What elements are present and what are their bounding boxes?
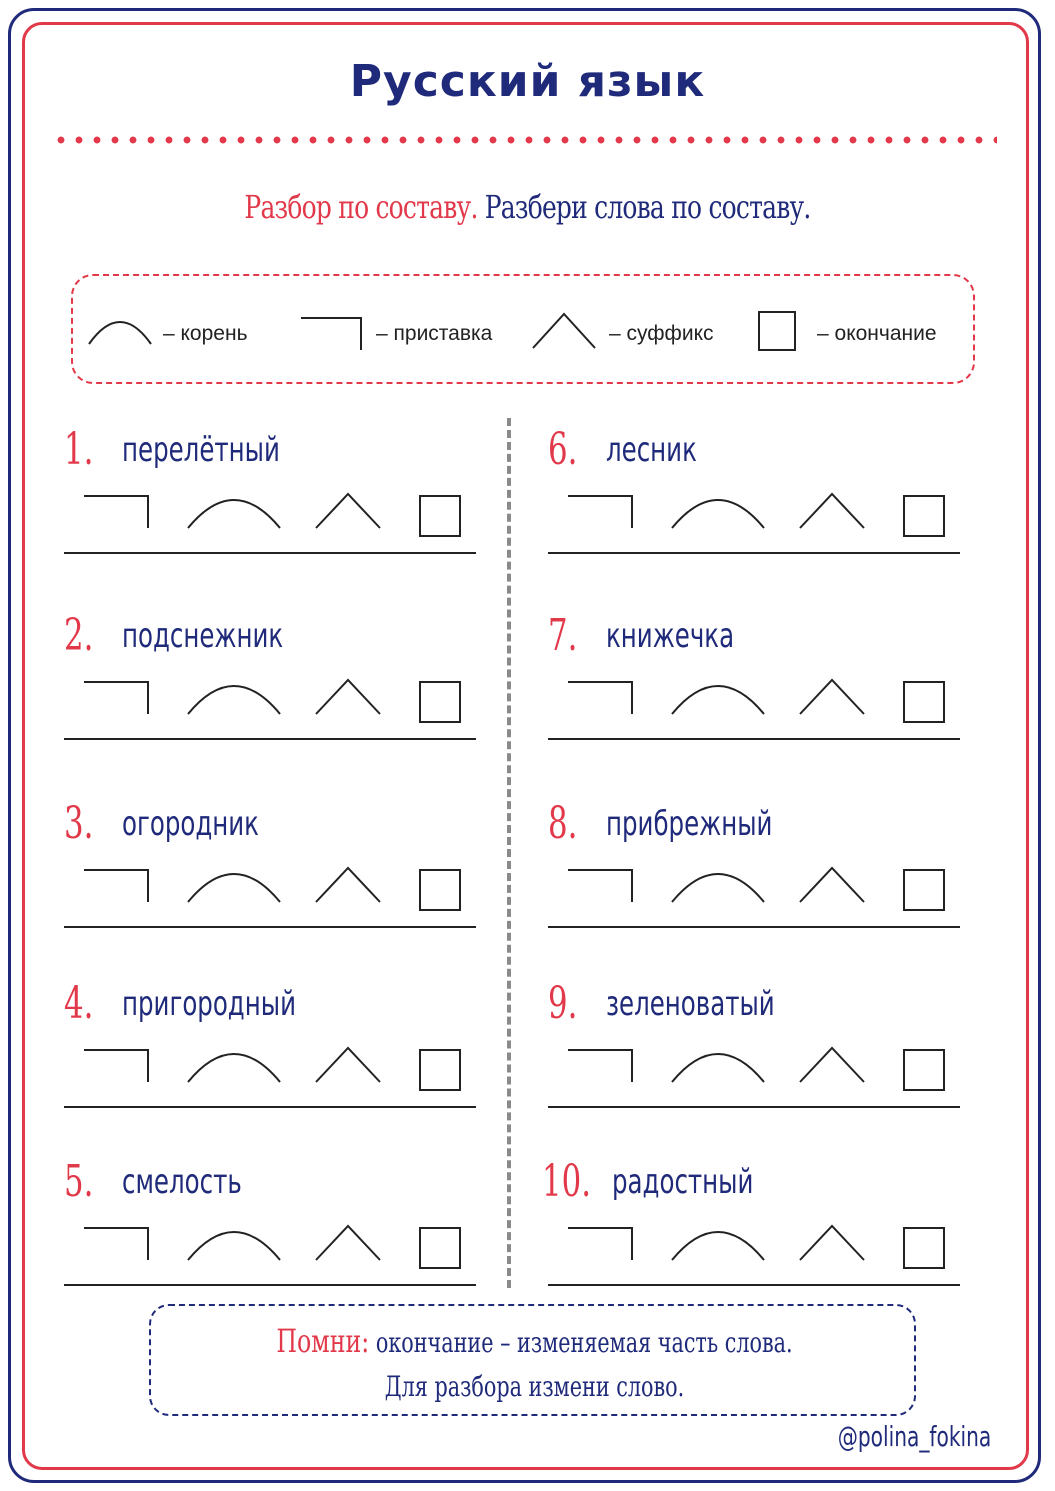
- ending-icon: [904, 1228, 944, 1268]
- word-entry: [64, 978, 494, 1158]
- answer-line[interactable]: [548, 1106, 960, 1108]
- suffix-icon: [316, 680, 380, 714]
- word-number: 2.: [64, 610, 94, 661]
- prefix-icon: [84, 1050, 148, 1082]
- root-icon: [188, 686, 280, 714]
- root-icon: [188, 500, 280, 528]
- word-number: 4.: [64, 978, 94, 1029]
- suffix-icon: [800, 1226, 864, 1260]
- word-text: лесник: [606, 430, 697, 470]
- word-text: книжечка: [606, 616, 735, 656]
- root-icon: [188, 874, 280, 902]
- ending-icon: [757, 310, 799, 354]
- ending-icon: [420, 1050, 460, 1090]
- root-icon: [188, 1054, 280, 1082]
- word-entry: [548, 798, 978, 978]
- answer-line[interactable]: [548, 738, 960, 740]
- morpheme-marks: [562, 1038, 962, 1098]
- ending-icon: [420, 1228, 460, 1268]
- dotted-divider: [52, 134, 997, 146]
- remember-line-2: Для разбора измени слово.: [384, 1370, 685, 1403]
- legend-ending-label: – окончание: [817, 322, 937, 345]
- ending-icon: [904, 496, 944, 536]
- word-text: перелётный: [122, 430, 280, 470]
- legend-box: [71, 274, 975, 384]
- word-text: пригородный: [122, 984, 296, 1024]
- prefix-icon: [84, 870, 148, 902]
- subtitle-topic: Разбор по составу.: [244, 188, 478, 226]
- word-entry: [548, 610, 978, 790]
- morpheme-marks: [562, 484, 962, 544]
- prefix-icon: [568, 1050, 632, 1082]
- morpheme-marks: [78, 484, 478, 544]
- word-text: подснежник: [122, 616, 284, 656]
- suffix-icon: [800, 680, 864, 714]
- morpheme-marks: [78, 1038, 478, 1098]
- answer-line[interactable]: [548, 1284, 960, 1286]
- subtitle: [116, 188, 939, 226]
- legend-prefix-label: – приставка: [376, 322, 493, 345]
- word-text: зеленоватый: [606, 984, 775, 1024]
- prefix-icon: [568, 870, 632, 902]
- word-number: 1.: [64, 424, 94, 475]
- word-number: 7.: [548, 610, 578, 661]
- answer-line[interactable]: [64, 1106, 476, 1108]
- suffix-icon: [316, 868, 380, 902]
- ending-icon: [420, 496, 460, 536]
- ending-icon: [420, 870, 460, 910]
- prefix-icon: [568, 1228, 632, 1260]
- subtitle-task: Разбери слова по составу.: [484, 188, 811, 226]
- word-text: огородник: [122, 804, 259, 844]
- answer-line[interactable]: [548, 926, 960, 928]
- word-text: смелость: [122, 1162, 242, 1202]
- morpheme-marks: [562, 1216, 962, 1276]
- answer-line[interactable]: [64, 1284, 476, 1286]
- word-number: 6.: [548, 424, 578, 475]
- legend-root-label: – корень: [163, 322, 248, 345]
- root-icon: [672, 1054, 764, 1082]
- ending-icon: [420, 682, 460, 722]
- morpheme-marks: [78, 1216, 478, 1276]
- suffix-icon: [316, 1226, 380, 1260]
- word-number: 9.: [548, 978, 578, 1029]
- root-icon: [672, 874, 764, 902]
- ending-icon: [904, 1050, 944, 1090]
- suffix-icon: [800, 494, 864, 528]
- word-number: 5.: [64, 1156, 94, 1207]
- root-icon: [85, 314, 155, 348]
- root-icon: [672, 500, 764, 528]
- column-divider: [507, 418, 511, 1288]
- word-entry: [64, 798, 494, 978]
- word-entry: [64, 424, 494, 604]
- suffix-icon: [529, 310, 599, 352]
- answer-line[interactable]: [64, 738, 476, 740]
- prefix-icon: [84, 1228, 148, 1260]
- morpheme-marks: [78, 670, 478, 730]
- prefix-icon: [299, 314, 365, 352]
- word-entry: [548, 978, 978, 1158]
- prefix-icon: [568, 496, 632, 528]
- root-icon: [188, 1232, 280, 1260]
- ending-icon: [904, 682, 944, 722]
- remember-rule: окончание – изменяемая часть слова.: [375, 1326, 793, 1359]
- ending-icon: [904, 870, 944, 910]
- word-number: 10.: [542, 1156, 591, 1207]
- author-credit: @polina_fokina: [837, 1420, 991, 1453]
- prefix-icon: [84, 682, 148, 714]
- prefix-icon: [84, 496, 148, 528]
- word-number: 8.: [548, 798, 578, 849]
- root-icon: [672, 686, 764, 714]
- morpheme-marks: [562, 858, 962, 918]
- suffix-icon: [800, 868, 864, 902]
- legend-suffix-label: – суффикс: [609, 322, 714, 345]
- remember-label: Помни:: [276, 1322, 370, 1360]
- morpheme-marks: [562, 670, 962, 730]
- page-title: Русский язык: [349, 56, 706, 107]
- suffix-icon: [316, 494, 380, 528]
- morpheme-marks: [78, 858, 478, 918]
- word-number: 3.: [64, 798, 94, 849]
- suffix-icon: [316, 1048, 380, 1082]
- answer-line[interactable]: [548, 552, 960, 554]
- word-entry: [548, 424, 978, 604]
- suffix-icon: [800, 1048, 864, 1082]
- answer-line[interactable]: [64, 552, 476, 554]
- word-text: радостный: [612, 1162, 754, 1202]
- answer-line[interactable]: [64, 926, 476, 928]
- prefix-icon: [568, 682, 632, 714]
- word-text: прибрежный: [606, 804, 773, 844]
- root-icon: [672, 1232, 764, 1260]
- word-entry: [64, 610, 494, 790]
- remember-box: [149, 1304, 916, 1416]
- remember-line-1: [251, 1322, 819, 1360]
